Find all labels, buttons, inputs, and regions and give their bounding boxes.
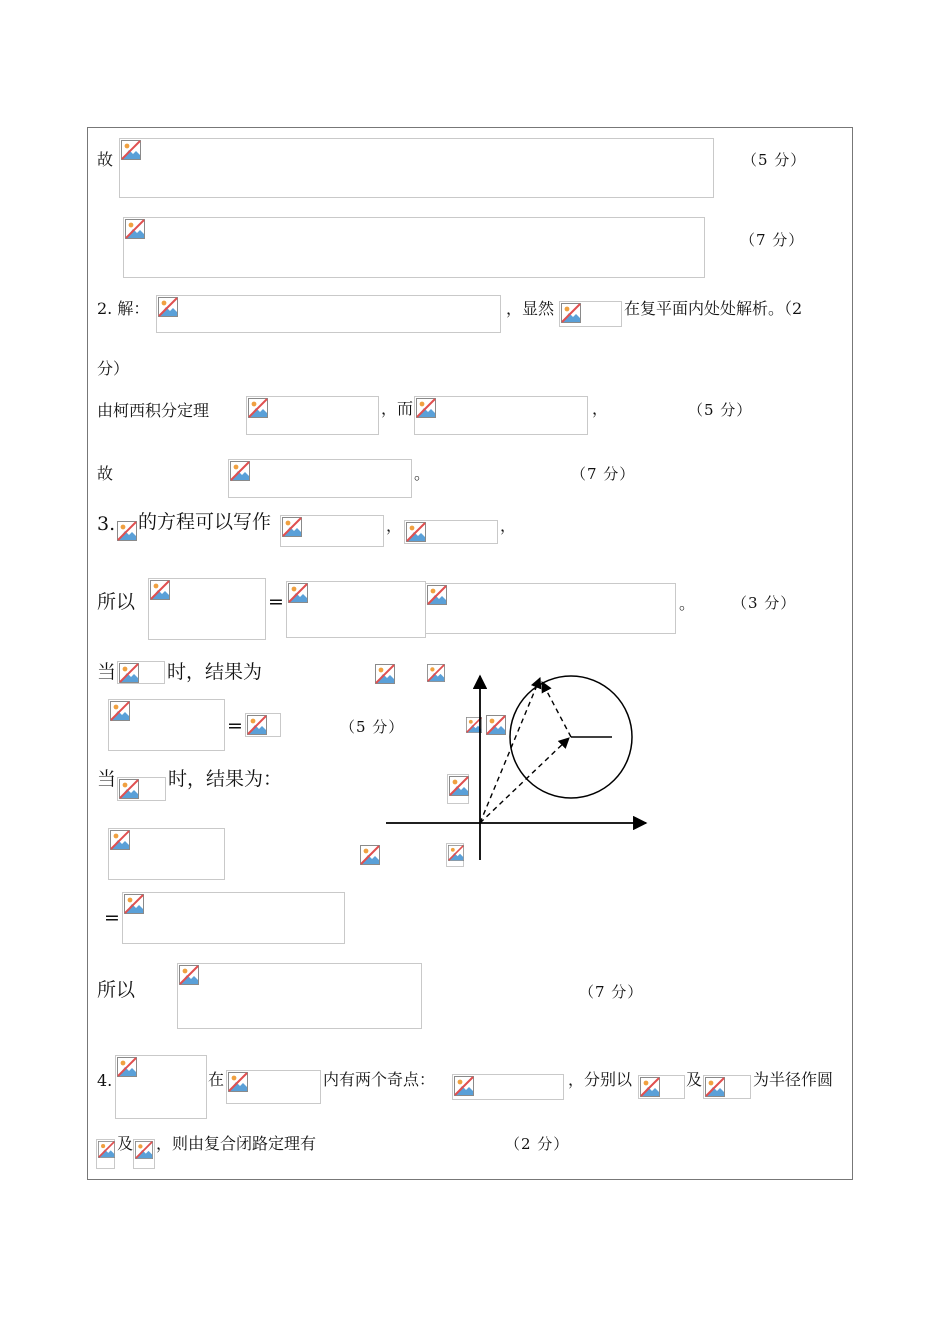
gu-label-2: 故: [97, 464, 114, 483]
broken-image-icon: [117, 521, 137, 541]
broken-image-icon: [121, 140, 141, 160]
broken-image-icon: [640, 1077, 660, 1097]
cauchy-text: 由柯西积分定理: [97, 401, 210, 420]
broken-image-icon: [110, 701, 130, 721]
equals-2: =: [227, 715, 243, 737]
dang-2: 当: [97, 768, 117, 790]
broken-image-icon: [125, 219, 145, 239]
broken-image-icon: [124, 894, 144, 914]
score-3: （3 分）: [732, 594, 797, 612]
broken-image-icon: [288, 583, 308, 603]
broken-image-icon: [117, 1057, 137, 1077]
formula-image-24: [452, 1074, 564, 1100]
score-7: （7 分）: [740, 231, 805, 249]
score-2: （2 分）: [505, 1135, 570, 1153]
singular-text: 内有两个奇点：: [323, 1070, 436, 1089]
score-7c: （7 分）: [579, 983, 644, 1001]
broken-image-icon: [228, 1072, 248, 1092]
score-5c: （5 分）: [340, 718, 405, 736]
formula-image-1: [119, 138, 714, 198]
score-5b: （5 分）: [688, 401, 753, 419]
xianran-text: ，显然: [506, 299, 555, 318]
broken-image-icon: [360, 845, 380, 865]
result-text-2: 时，结果为：: [168, 768, 283, 790]
formula-image-21: [177, 963, 422, 1029]
gu-label-1: 故: [97, 150, 114, 169]
broken-image-icon: [150, 580, 170, 600]
dashed-origin-to-top: [480, 678, 540, 823]
result-text-1: 时，结果为: [167, 661, 263, 683]
comma-3b: ，: [500, 516, 517, 535]
formula-image-19: [446, 843, 464, 867]
broken-image-icon: [427, 585, 447, 605]
broken-image-icon: [119, 779, 139, 799]
broken-image-icon: [230, 461, 250, 481]
formula-image-11: [286, 581, 426, 638]
formula-image-26: [703, 1075, 751, 1099]
formula-image-16: [117, 777, 166, 801]
formula-image-27: [96, 1139, 115, 1169]
broken-image-icon: [179, 965, 199, 985]
comma-text: ，: [592, 399, 609, 418]
formula-image-14: [108, 699, 225, 751]
er-text: ，而: [381, 399, 414, 418]
broken-image-icon: [705, 1077, 725, 1097]
broken-image-icon: [247, 715, 267, 735]
formula-image-8: [280, 515, 384, 547]
formula-image-22: [115, 1055, 207, 1119]
zai-text: 在: [208, 1070, 225, 1089]
dang-1: 当: [97, 661, 117, 683]
broken-image-icon: [158, 297, 178, 317]
fen-text: 分）: [97, 359, 130, 378]
broken-image-icon: [110, 830, 130, 850]
broken-image-icon: [248, 398, 268, 418]
q2-number: 2. 解：: [97, 299, 150, 318]
period-1: 。: [414, 464, 431, 483]
broken-image-icon: [454, 1076, 474, 1096]
radius-text: 为半径作圆: [753, 1070, 834, 1089]
formula-image-3: [156, 295, 501, 333]
q4-number: 4.: [97, 1071, 113, 1090]
formula-image-6: [414, 396, 588, 435]
score-5: （5 分）: [742, 151, 807, 169]
formula-image-7: [228, 459, 412, 498]
ji-text-2: 及: [117, 1134, 134, 1153]
fenbie-text: ，分别以: [568, 1070, 633, 1089]
formula-image-18: [108, 828, 225, 880]
broken-image-icon: [282, 517, 302, 537]
suoyi-2: 所以: [97, 979, 136, 1001]
q3-number: 3.: [97, 513, 116, 535]
broken-image-icon: [448, 845, 464, 861]
broken-image-icon: [135, 1141, 153, 1159]
formula-image-25: [638, 1075, 685, 1099]
formula-image-12: [425, 583, 676, 634]
formula-image-4: [559, 301, 622, 327]
broken-image-icon: [98, 1141, 115, 1158]
formula-image-5: [246, 396, 379, 435]
formula-image-28: [133, 1139, 155, 1169]
period-2: 。: [679, 594, 696, 613]
broken-image-icon: [406, 522, 426, 542]
equals-1: =: [268, 591, 284, 613]
formula-image-20: [122, 892, 345, 944]
contour-diagram: [380, 668, 655, 863]
formula-image-15: [245, 713, 281, 737]
formula-image-10: [148, 578, 266, 640]
formula-image-9: [404, 520, 498, 544]
dashed-origin-to-center: [480, 738, 569, 823]
formula-image-13: [117, 661, 165, 684]
broken-image-icon: [561, 303, 581, 323]
suoyi-1: 所以: [97, 591, 136, 613]
broken-image-icon: [119, 663, 139, 683]
formula-image-23: [226, 1070, 321, 1104]
closed-path-text: ，则由复合闭路定理有: [156, 1134, 317, 1153]
ji-text: 及: [686, 1070, 703, 1089]
broken-image-icon: [416, 398, 436, 418]
equation-text: 的方程可以写作: [138, 511, 272, 533]
score-7b: （7 分）: [571, 465, 636, 483]
dashed-center-to-top: [542, 682, 571, 737]
analytic-text: 在复平面内处处解析。（2: [624, 299, 803, 318]
equals-3: =: [104, 907, 120, 929]
comma-3a: ，: [386, 516, 403, 535]
formula-image-2: [123, 217, 705, 278]
